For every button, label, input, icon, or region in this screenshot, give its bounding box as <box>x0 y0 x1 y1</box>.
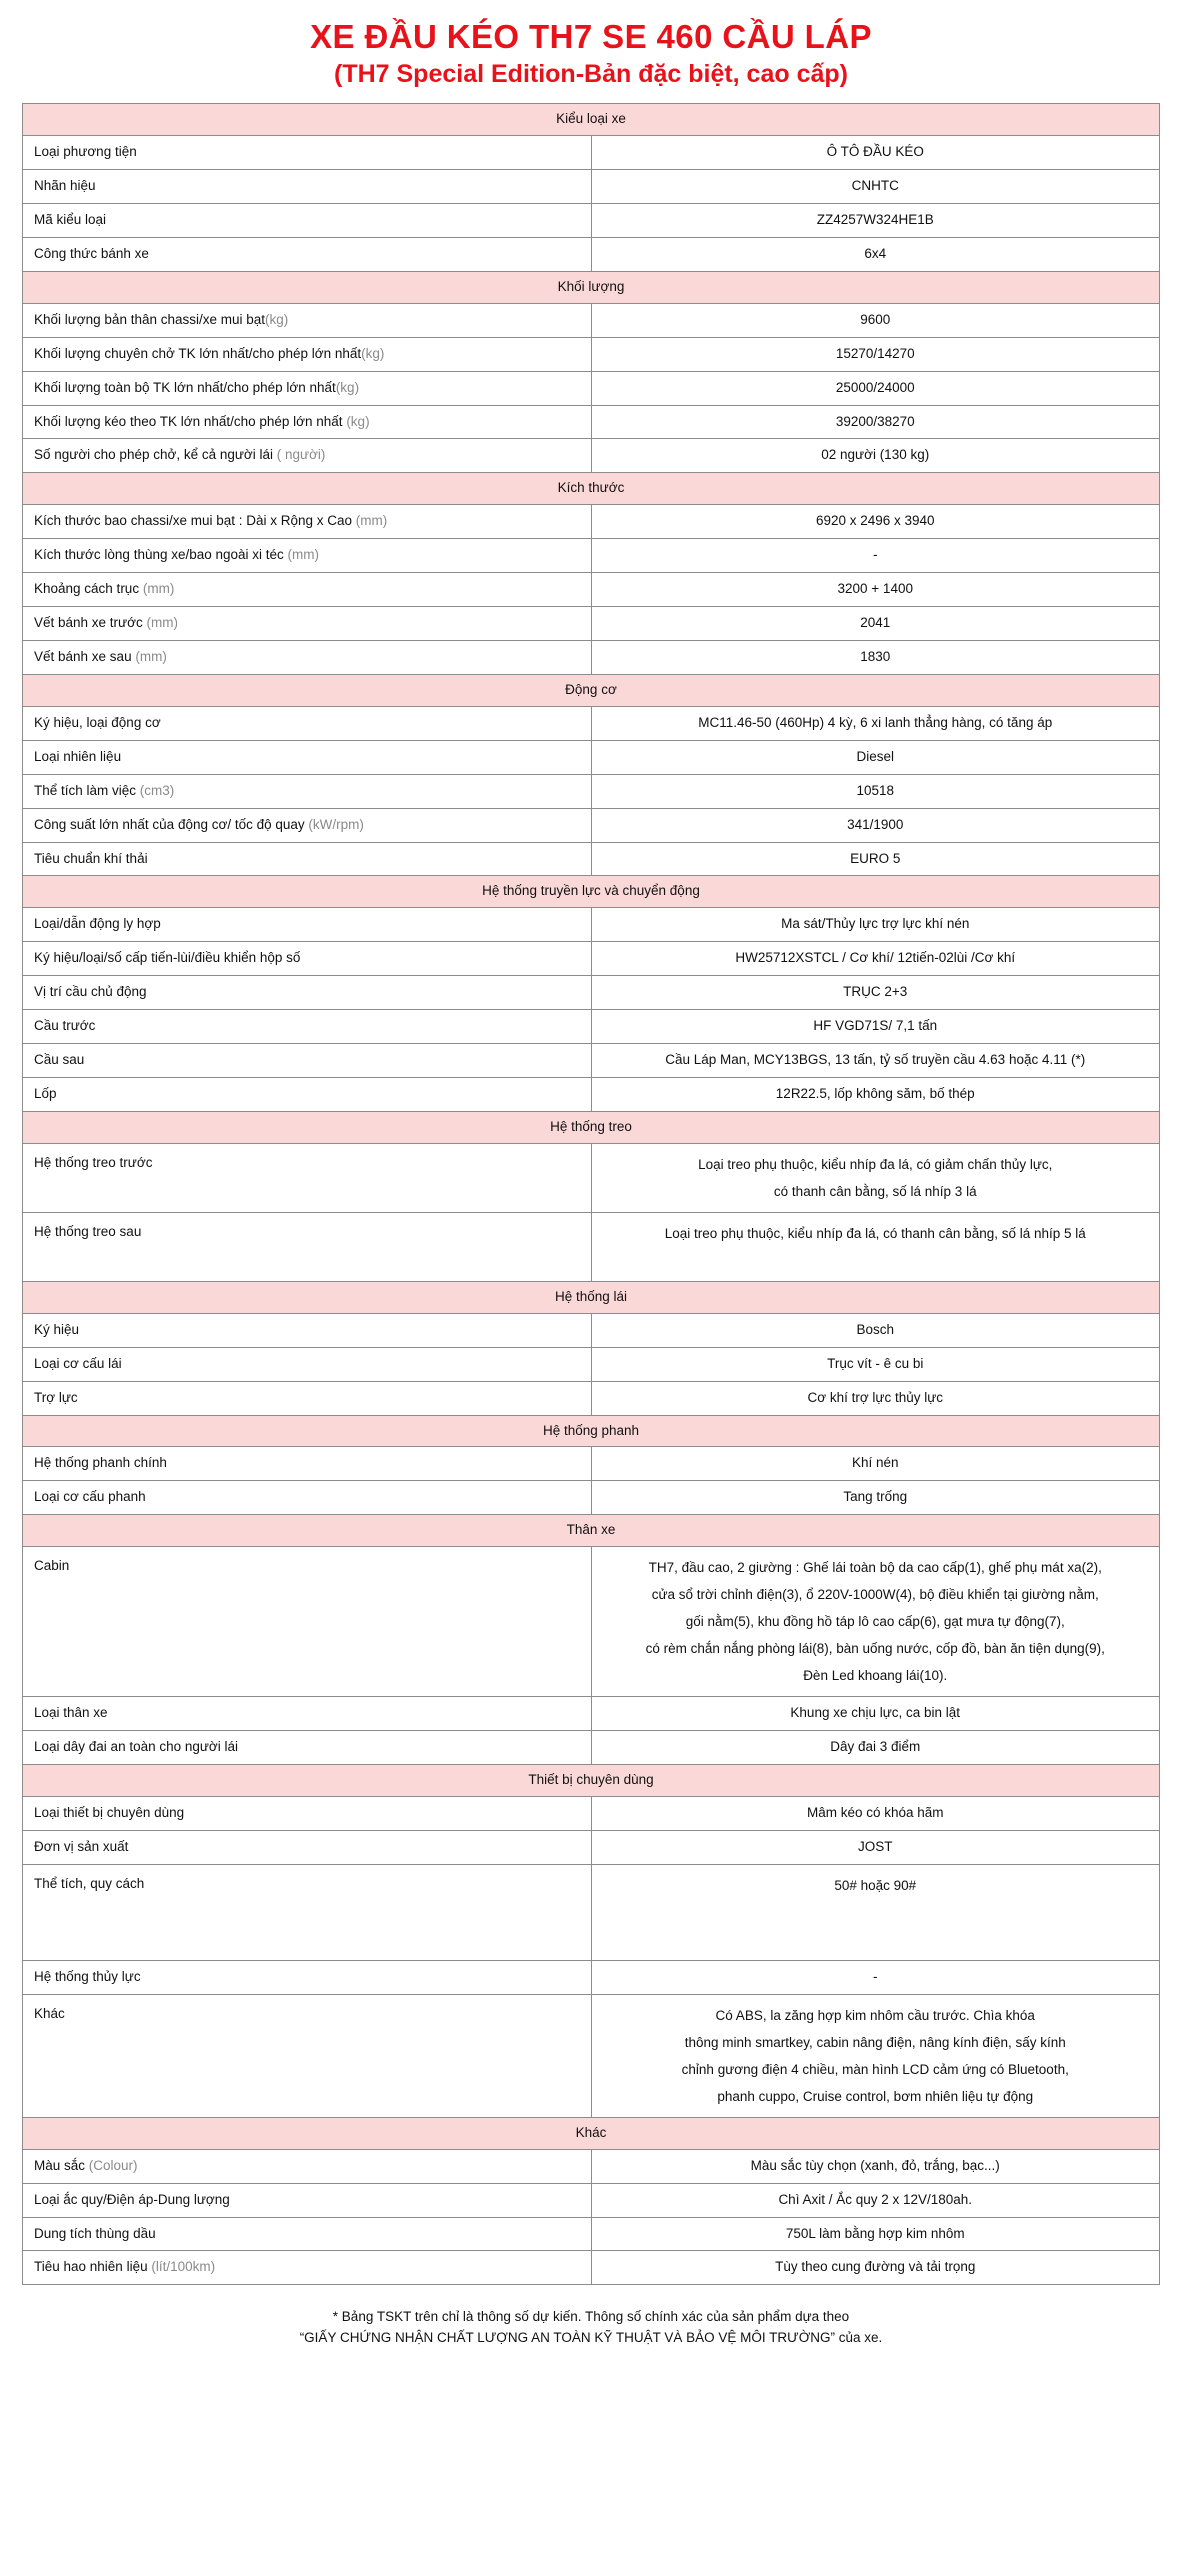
spec-label: Lốp <box>34 1086 57 1101</box>
table-row <box>23 1547 1160 1697</box>
spec-value: Chì Axit / Ắc quy 2 x 12V/180ah. <box>778 2191 973 2207</box>
spec-value-cell <box>591 1830 1160 1864</box>
section-header-row <box>23 1415 1160 1447</box>
spec-value-line: chỉnh gương điện 4 chiều, màn hình LCD cảm ứng có Bluetooth, <box>681 2061 1069 2077</box>
title-main: XE ĐẦU KÉO TH7 SE 460 CẦU LÁP <box>310 18 872 55</box>
spec-unit: (mm) <box>287 547 320 563</box>
spec-label-cell <box>23 1697 592 1731</box>
spec-value-cell <box>591 303 1160 337</box>
table-row <box>23 1078 1160 1112</box>
section-header-row <box>23 271 1160 303</box>
spec-label-cell <box>23 237 592 271</box>
table-row <box>23 1010 1160 1044</box>
spec-value: Bosch <box>856 1321 895 1337</box>
spec-unit: (kg) <box>265 311 289 327</box>
spec-value-line: Có ABS, la zăng hợp kim nhôm cầu trước. Chìa khóa <box>715 2007 1035 2023</box>
spec-label-cell <box>23 808 592 842</box>
table-row <box>23 1796 1160 1830</box>
spec-label: Thể tích, quy cách <box>34 1875 145 1891</box>
spec-value: - <box>873 547 878 563</box>
spec-label-cell <box>23 1143 592 1212</box>
table-row <box>23 1143 1160 1212</box>
spec-label: Hệ thống treo sau <box>34 1223 142 1239</box>
section-heading: Kiểu loại xe <box>23 104 1160 136</box>
spec-label: Hệ thống treo trước <box>34 1154 153 1170</box>
table-row <box>23 942 1160 976</box>
spec-value: Khung xe chịu lực, ca bin lật <box>790 1705 961 1721</box>
spec-label: Dung tích thùng dầu <box>34 2225 156 2241</box>
spec-value-cell <box>591 204 1160 238</box>
spec-label: Vết bánh xe trước <box>34 615 147 631</box>
spec-label-cell <box>23 505 592 539</box>
spec-value-cell <box>591 136 1160 170</box>
spec-value-cell <box>591 1447 1160 1481</box>
spec-value-cell <box>591 1697 1160 1731</box>
spec-value-cell <box>591 1347 1160 1381</box>
spec-label: Loại dây đai an toàn cho người lái <box>34 1739 239 1755</box>
spec-value-cell <box>591 1143 1160 1212</box>
spec-value: Trục vít - ê cu bi <box>827 1355 924 1371</box>
spec-label: Khác <box>34 2005 65 2021</box>
spec-label-cell <box>23 1830 592 1864</box>
spec-value-line <box>598 1899 1154 1926</box>
section-header-row <box>23 1515 1160 1547</box>
spec-unit: ( người) <box>276 447 326 463</box>
spec-value-line: 50# hoặc 90# <box>834 1877 917 1893</box>
spec-label-cell <box>23 1731 592 1765</box>
spec-label: Đơn vị sản xuất <box>34 1838 129 1854</box>
section-heading: Hệ thống truyền lực và chuyển động <box>23 876 1160 908</box>
spec-value: 15270/14270 <box>835 345 915 361</box>
spec-value-cell <box>591 573 1160 607</box>
spec-value: 02 người (130 kg) <box>821 447 930 463</box>
spec-value: Cầu Láp Man, MCY13BGS, 13 tấn, tỷ số truyền cầu 4.63 hoặc 4.11 (*) <box>665 1052 1086 1068</box>
table-row <box>23 808 1160 842</box>
spec-value-cell <box>591 942 1160 976</box>
table-row <box>23 1447 1160 1481</box>
spec-label: Ký hiệu/loại/số cấp tiến-lùi/điều khiển hộp số <box>34 950 301 966</box>
spec-label: Loại cơ cấu phanh <box>34 1489 146 1505</box>
spec-label: Mã kiểu loại <box>34 212 107 228</box>
spec-value-line: Đèn Led khoang lái(10). <box>803 1668 948 1684</box>
table-row <box>23 774 1160 808</box>
spec-value-cell <box>591 641 1160 675</box>
spec-value-cell <box>591 1960 1160 1994</box>
spec-label: Thể tích làm việc <box>34 782 140 798</box>
spec-value: Ô TÔ ĐẦU KÉO <box>826 144 924 160</box>
spec-label-cell <box>23 1796 592 1830</box>
spec-value: HW25712XSTCL / Cơ khí/ 12tiến-02lùi /Cơ khí <box>735 950 1016 966</box>
table-row <box>23 2149 1160 2183</box>
spec-value: Ma sát/Thủy lực trợ lực khí nén <box>781 916 970 932</box>
spec-label-cell <box>23 1381 592 1415</box>
table-row <box>23 439 1160 473</box>
table-row <box>23 842 1160 876</box>
spec-label: Nhãn hiệu <box>34 178 96 194</box>
spec-unit: (kg) <box>346 413 370 429</box>
spec-label-cell <box>23 1481 592 1515</box>
spec-label: Khối lượng toàn bộ TK lớn nhất/cho phép lớn nhất <box>34 379 336 395</box>
spec-value: EURO 5 <box>850 850 901 866</box>
spec-label: Vị trí cầu chủ động <box>34 984 147 1000</box>
spec-value-cell <box>591 706 1160 740</box>
section-heading: Hệ thống phanh <box>23 1415 1160 1447</box>
spec-value: TRỤC 2+3 <box>843 984 908 1000</box>
table-row <box>23 1044 1160 1078</box>
spec-value-line: Loại treo phụ thuộc, kiểu nhíp đa lá, có giảm chấn thủy lực, <box>698 1156 1053 1172</box>
spec-value-cell <box>591 237 1160 271</box>
section-header-row <box>23 876 1160 908</box>
section-heading: Kích thước <box>23 473 1160 505</box>
spec-value: Diesel <box>856 748 894 764</box>
spec-label-cell <box>23 204 592 238</box>
table-row <box>23 2251 1160 2285</box>
section-header-row <box>23 1111 1160 1143</box>
table-row <box>23 573 1160 607</box>
spec-label: Loại/dẫn động ly hợp <box>34 916 161 932</box>
spec-value-cell <box>591 2149 1160 2183</box>
spec-label-cell <box>23 774 592 808</box>
table-row <box>23 237 1160 271</box>
page-title <box>0 0 1182 95</box>
spec-value: 12R22.5, lốp không săm, bố thép <box>775 1086 975 1101</box>
table-row <box>23 1994 1160 2117</box>
spec-unit: (lít/100km) <box>151 2259 216 2275</box>
spec-label-cell <box>23 2183 592 2217</box>
spec-label-cell <box>23 1212 592 1281</box>
spec-value-cell <box>591 1078 1160 1112</box>
spec-value-cell <box>591 505 1160 539</box>
table-row <box>23 1697 1160 1731</box>
spec-value-line: có rèm chắn nắng phòng lái(8), bàn uống nước, cốp đồ, bàn ăn tiện dụng(9), <box>645 1641 1105 1657</box>
section-header-row <box>23 2117 1160 2149</box>
spec-label-cell <box>23 303 592 337</box>
table-row <box>23 908 1160 942</box>
spec-label-cell <box>23 439 592 473</box>
table-row <box>23 740 1160 774</box>
spec-label: Khoảng cách trục <box>34 581 143 597</box>
spec-value: CNHTC <box>851 178 899 194</box>
spec-label-cell <box>23 337 592 371</box>
spec-label-cell <box>23 1347 592 1381</box>
spec-label-cell <box>23 908 592 942</box>
spec-value: Dây đai 3 điểm <box>830 1739 921 1755</box>
spec-unit: (mm) <box>135 649 167 665</box>
section-heading: Thân xe <box>23 1515 1160 1547</box>
section-heading: Hệ thống lái <box>23 1281 1160 1313</box>
spec-label: Số người cho phép chở, kể cả người lái <box>34 447 277 463</box>
section-header-row <box>23 104 1160 136</box>
spec-label-cell <box>23 170 592 204</box>
spec-label: Loại ắc quy/Điện áp-Dung lượng <box>34 2191 230 2207</box>
footnote-line-2: “GIẤY CHỨNG NHẬN CHẤT LƯỢNG AN TOÀN KỸ THUẬT VÀ BẢO VỆ MÔI TRƯỜNG” của xe. <box>299 2330 883 2346</box>
spec-label-cell <box>23 942 592 976</box>
spec-label-cell <box>23 740 592 774</box>
spec-label-cell <box>23 1547 592 1697</box>
table-row <box>23 706 1160 740</box>
spec-unit: (mm) <box>142 581 175 597</box>
spec-value: 6920 x 2496 x 3940 <box>815 513 935 529</box>
spec-label: Hệ thống phanh chính <box>34 1455 167 1471</box>
footnote-line-1: * Bảng TSKT trên chỉ là thông số dự kiến. Thông số chính xác của sản phẩm dựa theo <box>332 2309 850 2325</box>
spec-value-cell <box>591 1481 1160 1515</box>
table-row <box>23 303 1160 337</box>
spec-label: Tiêu hao nhiên liệu <box>34 2259 152 2275</box>
spec-label-cell <box>23 641 592 675</box>
spec-value: Tùy theo cung đường và tải trọng <box>775 2259 976 2275</box>
spec-value: 25000/24000 <box>835 379 915 395</box>
table-row <box>23 1481 1160 1515</box>
spec-value: - <box>873 1968 878 1984</box>
spec-value: 1830 <box>860 649 891 665</box>
table-row <box>23 641 1160 675</box>
spec-value-cell <box>591 1796 1160 1830</box>
spec-value-cell <box>591 337 1160 371</box>
spec-value-cell <box>591 976 1160 1010</box>
spec-label-cell <box>23 842 592 876</box>
spec-label: Loại thiết bị chuyên dùng <box>34 1804 185 1820</box>
table-row <box>23 1864 1160 1960</box>
spec-label: Khối lượng kéo theo TK lớn nhất/cho phép lớn nhất <box>34 413 347 429</box>
spec-label-cell <box>23 2149 592 2183</box>
spec-label: Công suất lớn nhất của động cơ/ tốc độ quay <box>34 816 309 832</box>
spec-value-line: gối nằm(5), khu đồng hồ táp lô cao cấp(6), gạt mưa tự động(7), <box>685 1614 1065 1630</box>
spec-value-cell <box>591 405 1160 439</box>
spec-value: MC11.46-50 (460Hp) 4 kỳ, 6 xi lanh thẳng hàng, có tăng áp <box>698 714 1053 730</box>
spec-value-cell <box>591 1044 1160 1078</box>
spec-label-cell <box>23 706 592 740</box>
spec-value: 2041 <box>860 615 891 631</box>
footnote <box>0 2307 1182 2375</box>
spec-value-line <box>598 1247 1154 1274</box>
spec-unit: (mm) <box>355 513 388 529</box>
table-row <box>23 2183 1160 2217</box>
spec-value: 39200/38270 <box>835 413 915 429</box>
spec-label-cell <box>23 976 592 1010</box>
spec-label-cell <box>23 1994 592 2117</box>
section-heading: Động cơ <box>23 674 1160 706</box>
spec-value-cell <box>591 170 1160 204</box>
spec-label: Cầu sau <box>34 1052 85 1068</box>
spec-label: Trợ lực <box>34 1389 78 1405</box>
spec-label: Vết bánh xe sau <box>34 649 136 665</box>
spec-value: 9600 <box>860 311 891 327</box>
spec-value-cell <box>591 371 1160 405</box>
spec-value-line: Loại treo phụ thuộc, kiểu nhíp đa lá, có thanh cân bằng, số lá nhíp 5 lá <box>664 1225 1086 1241</box>
spec-value-cell <box>591 1381 1160 1415</box>
spec-label: Ký hiệu, loại động cơ <box>34 714 161 730</box>
spec-unit: (kg) <box>361 345 385 361</box>
spec-value-cell <box>591 774 1160 808</box>
section-header-row <box>23 1765 1160 1797</box>
section-heading: Thiết bị chuyên dùng <box>23 1765 1160 1797</box>
spec-label: Loại cơ cấu lái <box>34 1355 122 1371</box>
section-heading: Khối lượng <box>23 271 1160 303</box>
spec-value-cell <box>591 1731 1160 1765</box>
table-row <box>23 2217 1160 2251</box>
table-row <box>23 1960 1160 1994</box>
spec-value: 3200 + 1400 <box>837 581 913 597</box>
section-header-row <box>23 674 1160 706</box>
spec-value-cell <box>591 740 1160 774</box>
table-row <box>23 170 1160 204</box>
spec-value: 6x4 <box>864 245 887 261</box>
spec-label: Ký hiệu <box>34 1321 80 1337</box>
spec-value: Mâm kéo có khóa hãm <box>806 1804 944 1820</box>
spec-value-line: thông minh smartkey, cabin nâng điện, nâng kính điện, sấy kính <box>684 2034 1066 2050</box>
spec-label: Tiêu chuẩn khí thải <box>34 850 148 866</box>
spec-label-cell <box>23 1010 592 1044</box>
spec-value-cell <box>591 842 1160 876</box>
spec-label: Loại thân xe <box>34 1705 108 1721</box>
table-row <box>23 1830 1160 1864</box>
section-header-row <box>23 473 1160 505</box>
spec-value-cell <box>591 539 1160 573</box>
spec-value: 341/1900 <box>847 816 904 832</box>
spec-label: Khối lượng chuyên chở TK lớn nhất/cho phép lớn nhất <box>34 345 362 361</box>
spec-label-cell <box>23 405 592 439</box>
table-row <box>23 405 1160 439</box>
table-row <box>23 337 1160 371</box>
spec-value: Tang trống <box>843 1489 908 1505</box>
spec-label: Hệ thống thủy lực <box>34 1968 141 1984</box>
spec-value-cell <box>591 2217 1160 2251</box>
spec-value-cell <box>591 2183 1160 2217</box>
table-row <box>23 1212 1160 1281</box>
spec-value-cell <box>591 439 1160 473</box>
section-heading: Hệ thống treo <box>23 1111 1160 1143</box>
table-row <box>23 505 1160 539</box>
spec-label-cell <box>23 2251 592 2285</box>
spec-value-cell <box>591 1547 1160 1697</box>
spec-label-cell <box>23 1447 592 1481</box>
spec-label-cell <box>23 2217 592 2251</box>
table-row <box>23 607 1160 641</box>
specification-table-wrapper <box>0 95 1182 2285</box>
spec-label: Kích thước bao chassi/xe mui bạt : Dài x Rộng x Cao <box>34 513 356 529</box>
spec-label-cell <box>23 136 592 170</box>
spec-label: Cabin <box>34 1558 70 1574</box>
spec-label-cell <box>23 1044 592 1078</box>
spec-value: HF VGD71S/ 7,1 tấn <box>813 1018 938 1034</box>
spec-label: Loại nhiên liệu <box>34 748 122 764</box>
spec-value-cell <box>591 1212 1160 1281</box>
spec-label-cell <box>23 371 592 405</box>
spec-label: Kích thước lòng thùng xe/bao ngoài xi téc <box>34 547 288 563</box>
spec-value-line: cửa sổ trời chỉnh điện(3), ổ 220V-1000W(4), bộ điều khiển tại giường nằm, <box>651 1587 1099 1603</box>
table-row <box>23 136 1160 170</box>
section-heading: Khác <box>23 2117 1160 2149</box>
spec-value-line: TH7, đầu cao, 2 giường : Ghế lái toàn bộ da cao cấp(1), ghế phụ mát xa(2), <box>648 1560 1102 1576</box>
table-row <box>23 1347 1160 1381</box>
spec-value-cell <box>591 808 1160 842</box>
spec-label: Màu sắc <box>34 2157 89 2173</box>
spec-value: ZZ4257W324HE1B <box>816 212 934 228</box>
spec-unit: (cm3) <box>139 782 175 798</box>
spec-label-cell <box>23 1960 592 1994</box>
table-row <box>23 1381 1160 1415</box>
spec-unit: (kg) <box>335 379 360 395</box>
spec-label: Loại phương tiện <box>34 144 137 160</box>
spec-value-cell <box>591 1994 1160 2117</box>
spec-unit: (mm) <box>146 615 178 631</box>
spec-value-line <box>598 1926 1154 1953</box>
table-row <box>23 1731 1160 1765</box>
spec-label-cell <box>23 1864 592 1960</box>
spec-value: Màu sắc tùy chọn (xanh, đỏ, trắng, bạc...) <box>750 2157 1000 2173</box>
spec-label-cell <box>23 539 592 573</box>
spec-value-line: phanh cuppo, Cruise control, bơm nhiên liệu tự động <box>717 2088 1034 2104</box>
spec-value-cell <box>591 1313 1160 1347</box>
table-row <box>23 1313 1160 1347</box>
spec-value: JOST <box>857 1838 893 1854</box>
spec-label-cell <box>23 573 592 607</box>
table-row <box>23 976 1160 1010</box>
spec-label: Cầu trước <box>34 1018 96 1034</box>
spec-value-cell <box>591 1864 1160 1960</box>
spec-value: Cơ khí trợ lực thủy lực <box>807 1389 944 1405</box>
specification-table <box>22 103 1160 2285</box>
spec-label: Khối lượng bản thân chassi/xe mui bạt <box>34 311 266 327</box>
spec-label-cell <box>23 1078 592 1112</box>
table-row <box>23 371 1160 405</box>
table-row <box>23 204 1160 238</box>
table-row <box>23 539 1160 573</box>
spec-label: Công thức bánh xe <box>34 245 149 261</box>
spec-value: 750L làm bằng hợp kim nhôm <box>785 2225 965 2241</box>
spec-label-cell <box>23 607 592 641</box>
spec-value-cell <box>591 1010 1160 1044</box>
spec-value-line: có thanh cân bằng, số lá nhíp 3 lá <box>773 1183 977 1199</box>
spec-value: 10518 <box>856 782 895 798</box>
spec-unit: (kW/rpm) <box>308 816 364 832</box>
section-header-row <box>23 1281 1160 1313</box>
spec-value-cell <box>591 607 1160 641</box>
spec-value-cell <box>591 2251 1160 2285</box>
spec-value-cell <box>591 908 1160 942</box>
spec-value: Khí nén <box>851 1455 899 1471</box>
title-subtitle: (TH7 Special Edition-Bản đặc biệt, cao cấp) <box>334 60 848 89</box>
spec-unit: (Colour) <box>88 2157 138 2173</box>
spec-label-cell <box>23 1313 592 1347</box>
